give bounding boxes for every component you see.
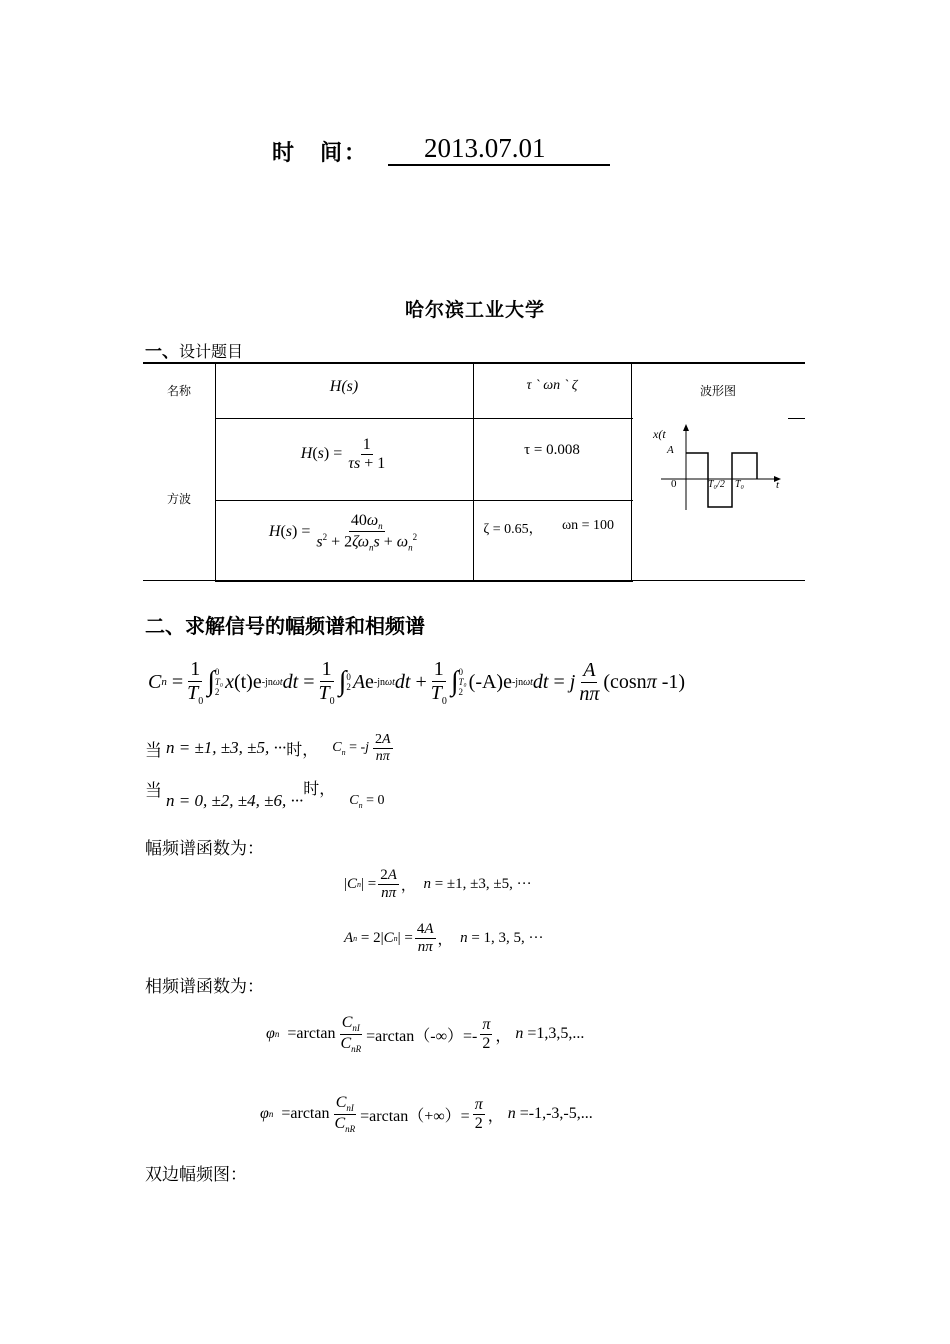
hs-second-order: H(s) = $\frac{40\omega_n}{s^2 + 2\zeta\omega_ns + \omega_n^2}$	[268, 512, 418, 553]
phase-equation-positive: φ n =arctan $\frac{C_{nI}}{C_{nR}}$ =arctan（-∞）=- $\frac{\pi}{2}$ ， n =1,3,5,...	[266, 1014, 585, 1054]
case-odd-n-values: n = ±1, ±3, ±5, ···	[166, 738, 287, 757]
case-even-n-values: n = 0, ±2, ±4, ±6, ···	[166, 791, 304, 810]
case-odd-prefix: 当	[145, 740, 162, 761]
two-sided-label: 双边幅频图：	[145, 1165, 247, 1185]
amp-equation-cn: | C n | = $\frac{2A}{n\pi}$ ， n = ±1, ±3, ±5, ···	[344, 866, 532, 901]
wave-t-label: t	[776, 479, 780, 491]
row-label-square-wave: 方波	[166, 492, 191, 506]
wave-origin-label: 0	[671, 478, 677, 490]
wave-period-label: T₀	[735, 479, 745, 490]
col-name-header: 名称	[166, 384, 191, 398]
hs-first-order: H(s) = $\frac{1}{\tau s + 1}$	[300, 436, 386, 472]
case-even-prefix: 当	[145, 781, 162, 801]
wave-y-label: x(t	[653, 427, 666, 441]
section-1-heading	[145, 337, 243, 362]
param-tau: τ = 0.008	[524, 442, 580, 458]
section-2-title: 求解信号的幅频谱和相频谱	[185, 614, 425, 638]
cn-derivation-equation: C n = $\frac{1}{T_0}$ ∫ 0 T₀ 2 x (t)e -jnωt dt = $\frac{1}{T_0}$ ∫ 0 2 A e -jnωt dt + $\frac{1}{T_0}$ ∫ 0 T₀ 2 (-A)e -jnωt dt = j $\frac{A}{n\pi}$ (cosn π -1)	[148, 657, 686, 707]
case-even-n: 当 n = 0, ±2, ±4, ±6, ··· 时， $C_n = 0$	[145, 776, 384, 812]
col-hs-header: H(s)	[329, 378, 359, 395]
amp-func-label: 幅频谱函数为：	[145, 839, 264, 859]
param-zeta: ζ = 0.65，	[483, 522, 543, 537]
case-odd-suffix: 时，	[286, 739, 319, 759]
section-1-title: 设计题目	[179, 342, 244, 361]
phase-equation-negative: φ n =arctan $\frac{C_{nI}}{C_{nR}}$ =arctan（+∞）= $\frac{\pi}{2}$ ， n =-1,-3,-5,...	[260, 1094, 593, 1134]
param-omega: ωn = 100	[561, 518, 615, 533]
wave-half-period-label: T₀/2	[708, 479, 725, 490]
section-2-number: 二、	[145, 614, 185, 638]
case-even-suffix: 时，	[303, 779, 336, 798]
amp-equation-an: A n = 2| C n | = $\frac{4A}{n\pi}$ ， n = 1, 3, 5, ···	[344, 920, 544, 955]
col-params-header: τ ` ωn ` ζ	[526, 378, 578, 393]
square-wave-plot	[651, 422, 791, 517]
design-table	[143, 362, 805, 581]
wave-amplitude-label: A	[667, 444, 674, 456]
case-odd-n: 当 n = ±1, ±3, ±5, ··· 时， $C_n = -j$ $\frac{2A}{n\pi}$	[145, 731, 391, 764]
date-value: 2013.07.01	[388, 133, 610, 166]
school-name: 哈尔滨工业大学	[404, 299, 545, 321]
date-label: 时 间：	[272, 141, 369, 166]
section-1-number: 一、	[145, 342, 179, 362]
col-wave-header: 波形图	[699, 384, 736, 398]
phase-func-label: 相频谱函数为：	[145, 977, 264, 997]
section-2-heading	[145, 610, 425, 639]
